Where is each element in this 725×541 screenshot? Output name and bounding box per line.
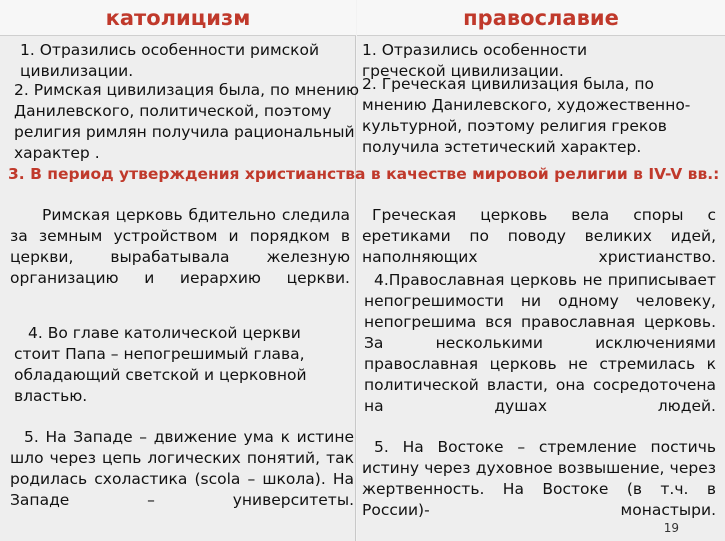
page-number: 19 [663, 521, 679, 535]
orthodoxy-header: православие [357, 0, 725, 36]
catholicism-point-5: 5. На Западе – движение ума к истине шло через цепь логических понятий, так родилась схоластика (scola – школа). На Западе – университеты. [10, 428, 354, 509]
catholicism-point-4: 4. Во главе католической церкви стоит Папа – непогрешимый глава, обладающий светской и церковной властью. [14, 324, 307, 405]
catholicism-point-2: 2. Римская цивилизация была, по мнению Данилевского, политической, поэтому религия римлян получила рациональный характер . [14, 81, 360, 162]
orthodoxy-point-4: 4.Православная церковь не приписывает непогрешимости ни одному человеку, непогрешима вся православная церковь. За несколькими исключениями православная церковь не стремилась к политической власти, она сосредоточена на душах людей. [364, 271, 716, 415]
catholicism-point-1: 1. Отразились особенности римской цивилизации. [20, 41, 320, 80]
catholicism-header: католицизм [0, 0, 356, 36]
orthodoxy-church-paragraph: Греческая церковь вела споры с еретиками по поводу великих идей, наполняющих христианство. [362, 206, 716, 266]
section-3-banner: 3. В период утверждения христианства в качестве мировой религии в IV-V вв.: [8, 165, 720, 183]
catholicism-church-paragraph: Римская церковь бдительно следила за земным устройством и порядком в церкви, вырабатывала железную организацию и иерархию церкви. [10, 206, 350, 287]
orthodoxy-point-2: 2. Греческая цивилизация была, по мнению Данилевского, художественно-культурной, поэтому религия греков получила эстетический характер. [362, 75, 691, 156]
orthodoxy-point-1: 1. Отразились особенности греческой цивилизации. [362, 41, 588, 80]
orthodoxy-point-5: 5. На Востоке – стремление постичь истину через духовное возвышение, через жертвенность. На Востоке (в т.ч. в России)- монастыри. [362, 438, 716, 519]
